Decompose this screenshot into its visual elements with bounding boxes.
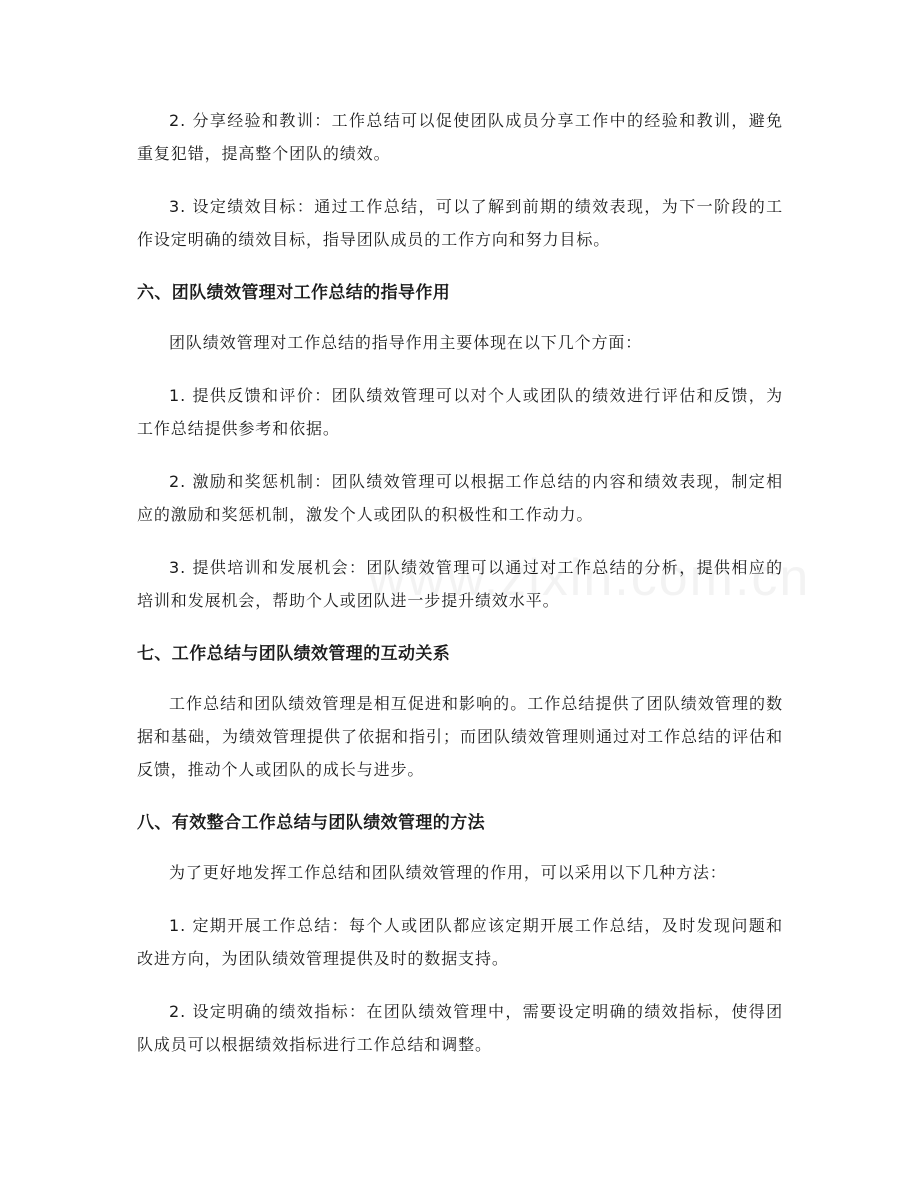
paragraph-feedback: 1. 提供反馈和评价：团队绩效管理可以对个人或团队的绩效进行评估和反馈，为工作总结提供参考和依据。 — [137, 386, 783, 438]
paragraph-share-experience: 2. 分享经验和教训：工作总结可以促使团队成员分享工作中的经验和教训，避免重复犯错，提高整个团队的绩效。 — [137, 111, 783, 163]
document-body — [137, 104, 783, 1081]
paragraph-regular-summary: 1. 定期开展工作总结：每个人或团队都应该定期开展工作总结，及时发现问题和改进方向，为团队绩效管理提供及时的数据支持。 — [137, 916, 783, 968]
paragraph-training: 3. 提供培训和发展机会：团队绩效管理可以通过对工作总结的分析，提供相应的培训和发展机会，帮助个人或团队进一步提升绩效水平。 — [137, 558, 783, 610]
paragraph-set-goals: 3. 设定绩效目标：通过工作总结，可以了解到前期的绩效表现，为下一阶段的工作设定明确的绩效目标，指导团队成员的工作方向和努力目标。 — [137, 197, 783, 249]
paragraph-interaction: 工作总结和团队绩效管理是相互促进和影响的。工作总结提供了团队绩效管理的数据和基础，为绩效管理提供了依据和指引；而团队绩效管理则通过对工作总结的评估和反馈，推动个人或团队的成长与进步。 — [137, 694, 783, 779]
paragraph-incentives: 2. 激励和奖惩机制：团队绩效管理可以根据工作总结的内容和绩效表现，制定相应的激励和奖惩机制，激发个人或团队的积极性和工作动力。 — [137, 472, 783, 524]
paragraph-clear-indicators: 2. 设定明确的绩效指标：在团队绩效管理中，需要设定明确的绩效指标，使得团队成员可以根据绩效指标进行工作总结和调整。 — [137, 1002, 783, 1054]
section-heading-6: 六、团队绩效管理对工作总结的指导作用 — [137, 283, 451, 303]
section-heading-7: 七、工作总结与团队绩效管理的互动关系 — [137, 644, 451, 664]
section-heading-8: 八、有效整合工作总结与团队绩效管理的方法 — [137, 813, 485, 833]
paragraph-section-8-intro: 为了更好地发挥工作总结和团队绩效管理的作用，可以采用以下几种方法： — [169, 863, 727, 882]
paragraph-section-6-intro: 团队绩效管理对工作总结的指导作用主要体现在以下几个方面： — [169, 333, 643, 352]
